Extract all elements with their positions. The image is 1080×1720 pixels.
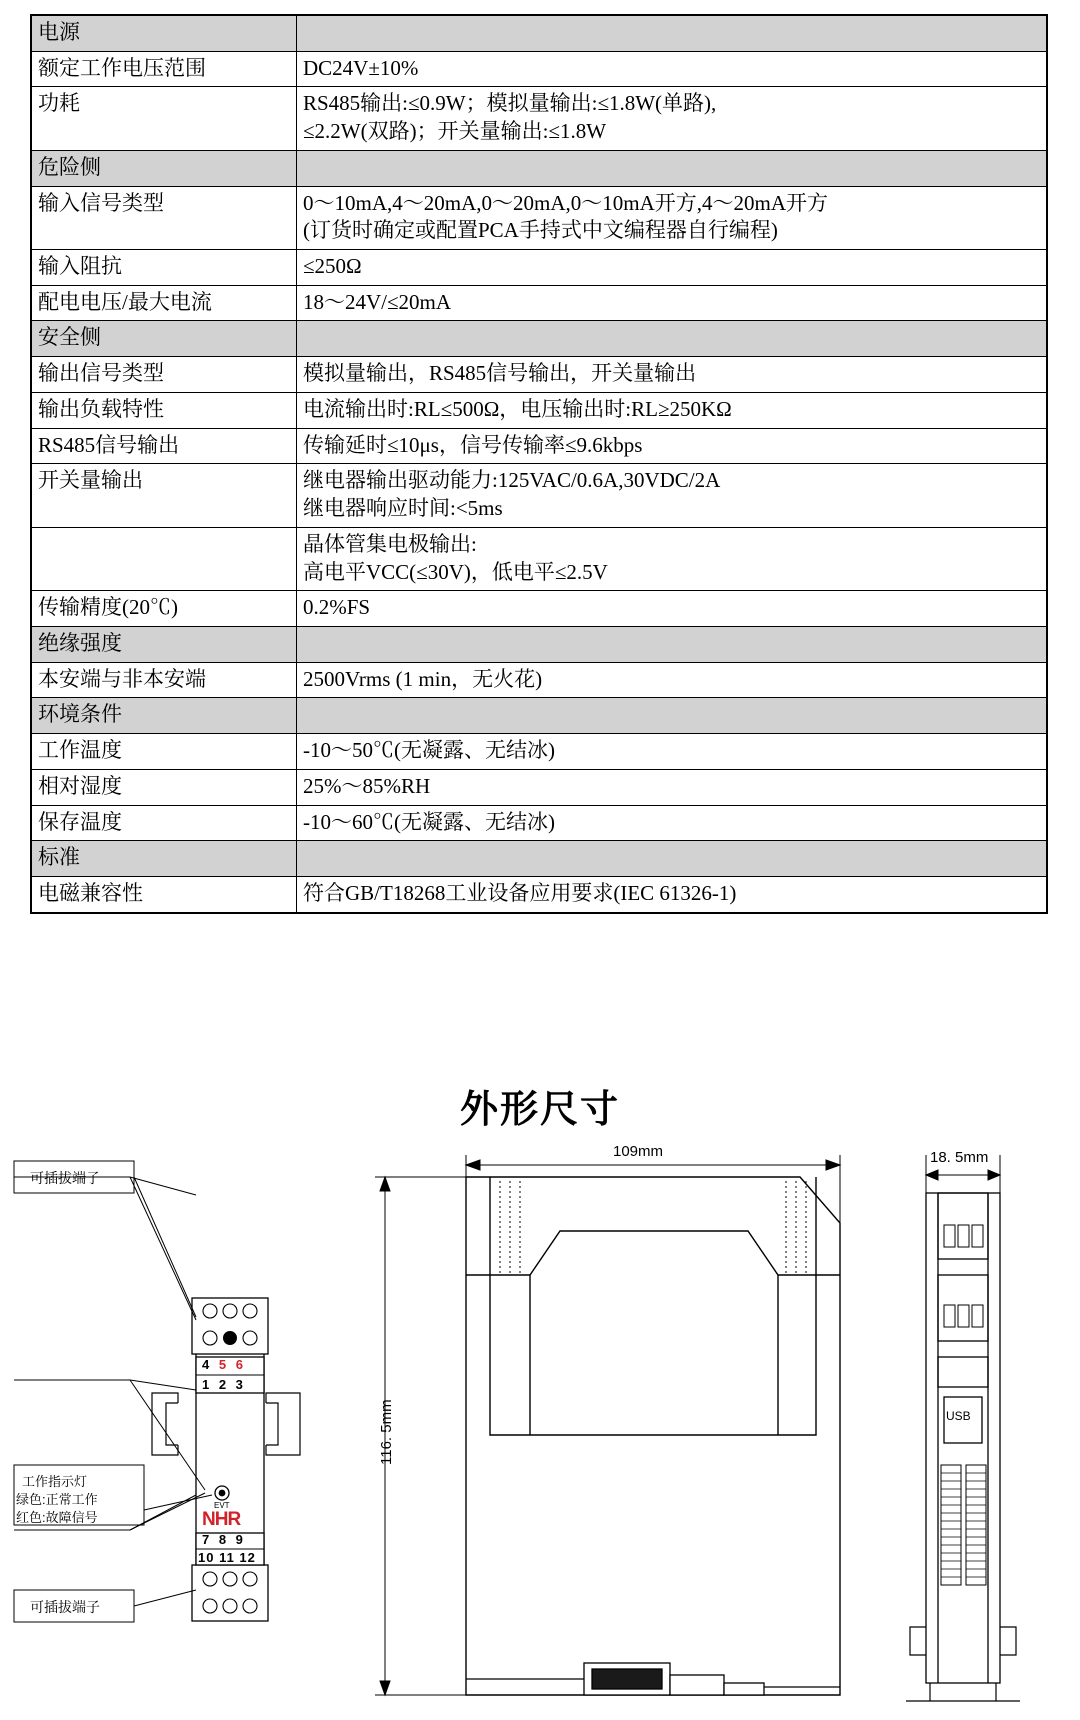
- spec-row-label: 输入阻抗: [31, 250, 297, 286]
- table-row: [31, 662, 1047, 698]
- usb-label: USB: [946, 1409, 971, 1423]
- spec-row-label: 功耗: [31, 87, 297, 150]
- table-row: [31, 392, 1047, 428]
- table-row: [31, 285, 1047, 321]
- callout-led-green: 绿色:正常工作: [16, 1492, 98, 1507]
- spec-row-label: 本安端与非本安端: [31, 662, 297, 698]
- spec-row-label: 额定工作电压范围: [31, 51, 297, 87]
- spec-row-label: 输出负载特性: [31, 392, 297, 428]
- table-row: [31, 186, 1047, 249]
- terminal-numbers-top-upper: [202, 1357, 246, 1372]
- spec-row-value: 2500Vrms (1 min，无火花): [297, 662, 1048, 698]
- spec-row-label: 输出信号类型: [31, 357, 297, 393]
- dimension-width: 109mm: [613, 1143, 664, 1160]
- spec-section-label: 标准: [31, 841, 297, 877]
- dimension-drawings: [0, 1135, 1080, 1715]
- table-row: [31, 769, 1047, 805]
- callout-bottom-terminal: 可插拔端子: [30, 1599, 100, 1615]
- terminal-number-6: 6: [235, 1357, 246, 1372]
- table-row: [31, 464, 1047, 527]
- spec-section-value: [297, 15, 1048, 51]
- spec-section-value: [297, 626, 1048, 662]
- spec-row-label: RS485信号输出: [31, 428, 297, 464]
- drawing-svg: [0, 1135, 1080, 1715]
- specification-table-container: [30, 14, 1048, 914]
- spec-row-label: 工作温度: [31, 734, 297, 770]
- spec-row-value: 0～10mA,4～20mA,0～20mA,0～10mA开方,4～20mA开方 (订货时确定或配置PCA手持式中文编程器自行编程): [297, 186, 1048, 249]
- spec-row-label: 电磁兼容性: [31, 876, 297, 912]
- spec-row-value: DC24V±10%: [297, 51, 1048, 87]
- spec-row-value: 符合GB/T18268工业设备应用要求(IEC 61326-1): [297, 876, 1048, 912]
- spec-row-value: 传输延时≤10μs，信号传输率≤9.6kbps: [297, 428, 1048, 464]
- spec-section-value: [297, 841, 1048, 877]
- spec-row-label: 输入信号类型: [31, 186, 297, 249]
- spec-section-label: 绝缘强度: [31, 626, 297, 662]
- evt-label: EVT: [214, 1501, 230, 1510]
- dimension-height: 116. 5mm: [378, 1399, 395, 1465]
- terminal-number-5: 5: [218, 1357, 230, 1372]
- terminal-numbers-top-lower: 1 2 3: [202, 1377, 246, 1392]
- spec-row-value: -10～50℃(无凝露、无结冰): [297, 734, 1048, 770]
- table-row: [31, 87, 1047, 150]
- spec-row-value: 0.2%FS: [297, 591, 1048, 627]
- table-row: [31, 321, 1047, 357]
- table-row: [31, 734, 1047, 770]
- spec-section-label: 环境条件: [31, 698, 297, 734]
- callout-led-red: 红色:故障信号: [16, 1510, 98, 1525]
- spec-section-value: [297, 698, 1048, 734]
- table-row: [31, 805, 1047, 841]
- spec-row-value: RS485输出:≤0.9W；模拟量输出:≤1.8W(单路), ≤2.2W(双路)；开关量输出:≤1.8W: [297, 87, 1048, 150]
- table-row: [31, 250, 1047, 286]
- table-row: [31, 15, 1047, 51]
- brand-logo: NHR: [202, 1509, 241, 1530]
- terminal-numbers-bottom-upper: 7 8 9: [202, 1532, 246, 1547]
- table-row: [31, 626, 1047, 662]
- spec-row-value: 电流输出时:RL≤500Ω，电压输出时:RL≥250KΩ: [297, 392, 1048, 428]
- spec-section-label: 危险侧: [31, 150, 297, 186]
- terminal-numbers-bottom-lower: 10 11 12: [198, 1550, 256, 1565]
- specification-table: [30, 14, 1048, 914]
- spec-row-value: 晶体管集电极输出: 高电平VCC(≤30V)，低电平≤2.5V: [297, 527, 1048, 590]
- table-row: [31, 527, 1047, 590]
- spec-row-label: 保存温度: [31, 805, 297, 841]
- spec-section-label: 安全侧: [31, 321, 297, 357]
- table-row: [31, 428, 1047, 464]
- spec-section-value: [297, 321, 1048, 357]
- table-row: [31, 698, 1047, 734]
- spec-row-label: 相对湿度: [31, 769, 297, 805]
- callout-top-terminal: 可插拔端子: [30, 1170, 100, 1186]
- table-row: [31, 51, 1047, 87]
- spec-row-label: 配电电压/最大电流: [31, 285, 297, 321]
- spec-row-value: ≤250Ω: [297, 250, 1048, 286]
- callout-led-title: 工作指示灯: [22, 1474, 88, 1489]
- dimensions-title: 外形尺寸: [459, 1089, 620, 1131]
- spec-section-value: [297, 150, 1048, 186]
- spec-row-label: [31, 527, 297, 590]
- table-row: [31, 357, 1047, 393]
- spec-row-label: 传输精度(20℃): [31, 591, 297, 627]
- terminal-number-4: 4: [202, 1357, 213, 1372]
- spec-row-value: 18～24V/≤20mA: [297, 285, 1048, 321]
- spec-section-label: 电源: [31, 15, 297, 51]
- table-row: [31, 150, 1047, 186]
- spec-row-label: 开关量输出: [31, 464, 297, 527]
- spec-row-value: -10～60℃(无凝露、无结冰): [297, 805, 1048, 841]
- table-row: [31, 841, 1047, 877]
- table-row: [31, 876, 1047, 912]
- dimension-depth: 18. 5mm: [930, 1149, 989, 1166]
- table-row: [31, 591, 1047, 627]
- spec-row-value: 继电器输出驱动能力:125VAC/0.6A,30VDC/2A 继电器响应时间:<5ms: [297, 464, 1048, 527]
- spec-row-value: 模拟量输出，RS485信号输出，开关量输出: [297, 357, 1048, 393]
- spec-row-value: 25%～85%RH: [297, 769, 1048, 805]
